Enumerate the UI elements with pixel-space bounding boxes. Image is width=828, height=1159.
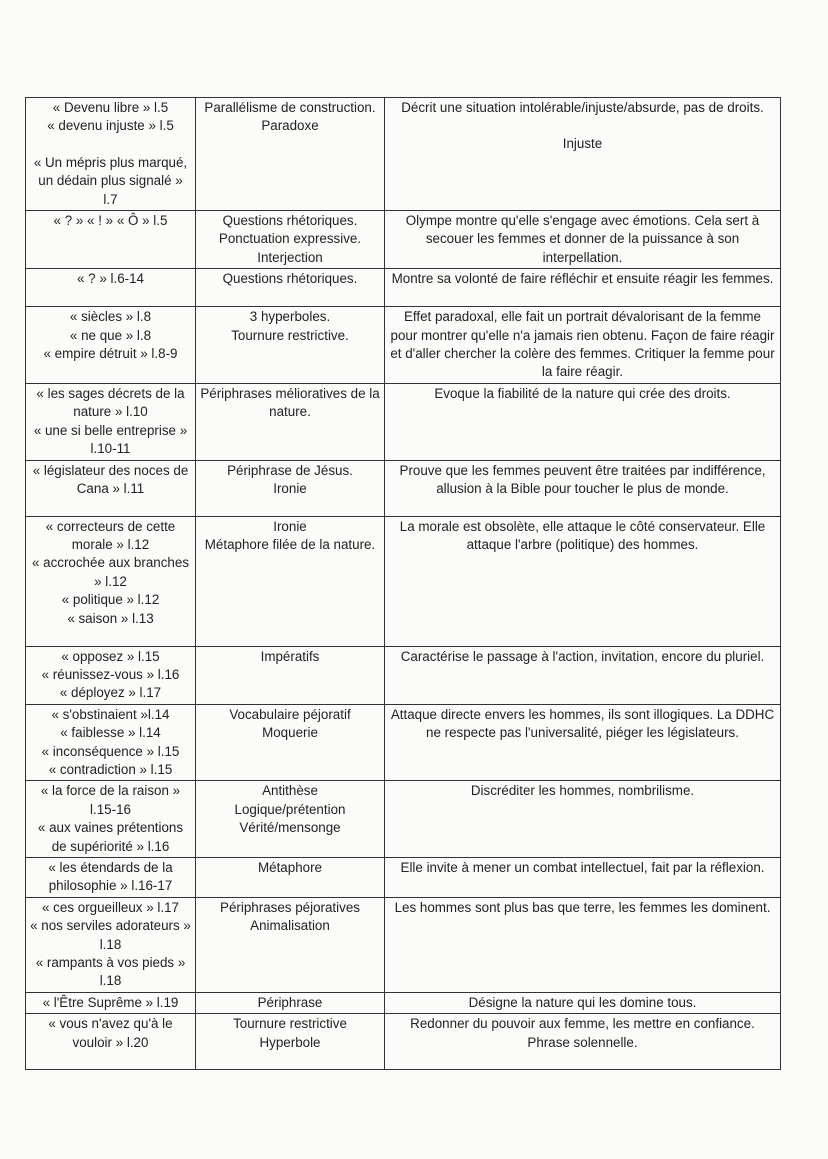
citation-text: « contradiction » l.15: [48, 761, 173, 777]
effet-cell: [385, 383, 781, 460]
procede-cell: [196, 516, 385, 646]
effet-text: Discréditer les hommes, nombrilisme.: [470, 783, 695, 799]
citation-cell: [26, 98, 196, 211]
effet-cell: [385, 516, 781, 646]
procede-text: Ponctuation expressive.: [218, 231, 362, 247]
procede-text: Interjection: [257, 249, 323, 265]
effet-text: Décrit une situation intolérable/injuste/absurde, pas de droits.: [401, 100, 764, 115]
procede-text: 3 hyperboles.: [249, 309, 331, 325]
table-body: [26, 98, 781, 1070]
effet-cell: [385, 269, 781, 307]
citation-text: « ne que » l.8: [69, 327, 152, 343]
citation-text: « politique » l.12: [61, 592, 160, 608]
procede-text: Hyperbole: [259, 1034, 321, 1050]
citation-text: « l'Être Suprême » l.19: [42, 994, 179, 1010]
procede-cell: [196, 383, 385, 460]
procede-text: Vérité/mensonge: [239, 820, 341, 836]
citation-text: « saison » l.13: [67, 610, 154, 626]
table-row: [26, 992, 781, 1013]
table-row: [26, 98, 781, 211]
citation-text: « aux vaines prétentions de supériorité » l.16: [37, 820, 184, 854]
procede-text: Ironie: [273, 480, 307, 496]
effet-text: Désigne la nature qui les domine tous.: [468, 994, 697, 1010]
procede-cell: [196, 211, 385, 269]
effet-text: [389, 117, 776, 135]
procede-cell: [196, 704, 385, 781]
procede-cell: [196, 992, 385, 1013]
procede-cell: [196, 307, 385, 384]
effet-cell: [385, 704, 781, 781]
effet-cell: [385, 857, 781, 897]
effet-text: Elle invite à mener un combat intellectuel, fait par la réflexion.: [400, 859, 765, 875]
citation-text: « faiblesse » l.14: [60, 725, 161, 741]
citation-text: « Un mépris plus marqué, un dédain plus signalé » l.7: [33, 154, 188, 207]
effet-text: Montre sa volonté de faire réfléchir et ensuite réagir les femmes.: [391, 271, 774, 287]
effet-cell: [385, 460, 781, 516]
citation-text: « siècles » l.8: [69, 309, 152, 325]
citation-text: « la force de la raison » l.15-16: [40, 783, 181, 817]
procede-cell: [196, 98, 385, 211]
effet-cell: [385, 307, 781, 384]
procede-cell: [196, 646, 385, 704]
procede-text: Tournure restrictive: [233, 1016, 347, 1032]
citation-text: « empire détruit » l.8-9: [43, 346, 178, 362]
citation-text: « Devenu libre » l.5: [52, 100, 169, 115]
table-row: [26, 460, 781, 516]
procede-cell: [196, 269, 385, 307]
citation-text: « législateur des noces de Cana » l.11: [32, 462, 189, 496]
citation-cell: [26, 211, 196, 269]
effet-cell: [385, 98, 781, 211]
procede-text: Impératifs: [260, 648, 320, 664]
citation-text: « nos serviles adorateurs » l.18: [30, 918, 191, 952]
citation-text: « ces orgueilleux » l.17: [42, 899, 179, 915]
table-row: [26, 704, 781, 781]
procede-cell: [196, 781, 385, 858]
procede-text: Tournure restrictive.: [231, 327, 349, 343]
citation-text: « ? » « ! » « Ô » l.5: [53, 213, 168, 229]
citation-text: « inconséquence » l.15: [41, 743, 180, 759]
citation-cell: [26, 269, 196, 307]
citation-text: [30, 136, 191, 154]
citation-cell: [26, 646, 196, 704]
citation-cell: [26, 1014, 196, 1070]
citation-cell: [26, 307, 196, 384]
citation-text: « réunissez-vous » l.16: [41, 666, 180, 682]
citation-cell: [26, 460, 196, 516]
effet-cell: [385, 781, 781, 858]
effet-text: Effet paradoxal, elle fait un portrait dévalorisant de la femme pour montrer qu'elle n'a jamais rien obtenu. Façon de faire réagir et d'aller chercher la colère des femmes. Critiquer la femme pour la faire réagir.: [390, 309, 775, 380]
citation-cell: [26, 857, 196, 897]
citation-cell: [26, 383, 196, 460]
procede-text: Questions rhétoriques.: [222, 213, 358, 229]
citation-text: « rampants à vos pieds » l.18: [35, 955, 186, 989]
procede-cell: [196, 1014, 385, 1070]
table-row: [26, 646, 781, 704]
procede-cell: [196, 460, 385, 516]
procede-text: Antithèse: [262, 783, 318, 799]
effet-text: Les hommes sont plus bas que terre, les femmes les dominent.: [394, 899, 771, 915]
table-row: [26, 211, 781, 269]
table-row: [26, 269, 781, 307]
table-row: [26, 897, 781, 992]
effet-text: Redonner du pouvoir aux femme, les mettre en confiance.: [410, 1016, 755, 1032]
citation-text: « les étendards de la philosophie » l.16-17: [48, 859, 173, 894]
citation-text: « vous n'avez qu'à le vouloir » l.20: [48, 1016, 173, 1050]
effet-text: Olympe montre qu'elle s'engage avec émotions. Cela sert à secouer les femmes et donner de la puissance à son interpellation.: [405, 213, 760, 265]
citation-cell: [26, 897, 196, 992]
procede-text: Logique/prétention: [234, 801, 346, 817]
citation-text: « les sages décrets de la nature » l.10: [36, 385, 185, 420]
effet-cell: [385, 1014, 781, 1070]
table-row: [26, 383, 781, 460]
effet-text: La morale est obsolète, elle attaque le côté conservateur. Elle attaque l'arbre (politique) des hommes.: [399, 518, 766, 552]
procede-cell: [196, 897, 385, 992]
effet-text: Phrase solennelle.: [527, 1034, 638, 1050]
procede-text: Ironie: [273, 518, 307, 534]
procede-text: Périphrase de Jésus.: [227, 462, 353, 478]
citation-text: « accrochée aux branches » l.12: [31, 555, 190, 589]
citation-cell: [26, 516, 196, 646]
procede-text: Animalisation: [250, 918, 330, 934]
effet-cell: [385, 992, 781, 1013]
effet-text: Prouve que les femmes peuvent être traitées par indifférence, allusion à la Bible pour toucher le plus de monde.: [399, 462, 766, 496]
effet-text: Evoque la fiabilité de la nature qui crée des droits.: [434, 385, 731, 401]
table-row: [26, 781, 781, 858]
table-row: [26, 516, 781, 646]
citation-text: « ? » l.6-14: [77, 271, 144, 287]
effet-text: Injuste: [562, 136, 603, 152]
procede-text: Périphrases péjoratives: [220, 899, 360, 915]
citation-text: « une si belle entreprise » l.10-11: [33, 422, 188, 457]
citation-text: « opposez » l.15: [61, 648, 160, 664]
procede-text: Périphrase: [257, 994, 323, 1010]
procede-text: Périphrases mélioratives de la nature.: [200, 385, 380, 420]
effet-text: Attaque directe envers les hommes, ils sont illogiques. La DDHC ne respecte pas l'universalité, piéger les législateurs.: [390, 706, 775, 741]
procede-text: Parallélisme de construction.: [204, 100, 376, 115]
procede-text: Vocabulaire péjoratif: [229, 706, 351, 722]
citation-text: « devenu injuste » l.5: [47, 118, 174, 134]
citation-text: « correcteurs de cette morale » l.12: [45, 518, 176, 552]
citation-text: « déployez » l.17: [59, 685, 162, 701]
procede-text: Paradoxe: [261, 118, 319, 134]
procede-text: Métaphore filée de la nature.: [204, 536, 376, 552]
procede-text: Questions rhétoriques.: [222, 271, 358, 287]
procede-text: Moquerie: [262, 725, 318, 741]
citation-text: « s'obstinaient »l.14: [51, 706, 170, 722]
citation-cell: [26, 704, 196, 781]
procede-cell: [196, 857, 385, 897]
effet-cell: [385, 211, 781, 269]
analysis-table: [25, 97, 781, 1070]
table-row: [26, 857, 781, 897]
table-row: [26, 307, 781, 384]
effet-cell: [385, 897, 781, 992]
effet-text: Caractérise le passage à l'action, invitation, encore du pluriel.: [400, 648, 765, 664]
effet-cell: [385, 646, 781, 704]
table-row: [26, 1014, 781, 1070]
citation-cell: [26, 992, 196, 1013]
procede-text: Métaphore: [257, 859, 323, 875]
citation-cell: [26, 781, 196, 858]
